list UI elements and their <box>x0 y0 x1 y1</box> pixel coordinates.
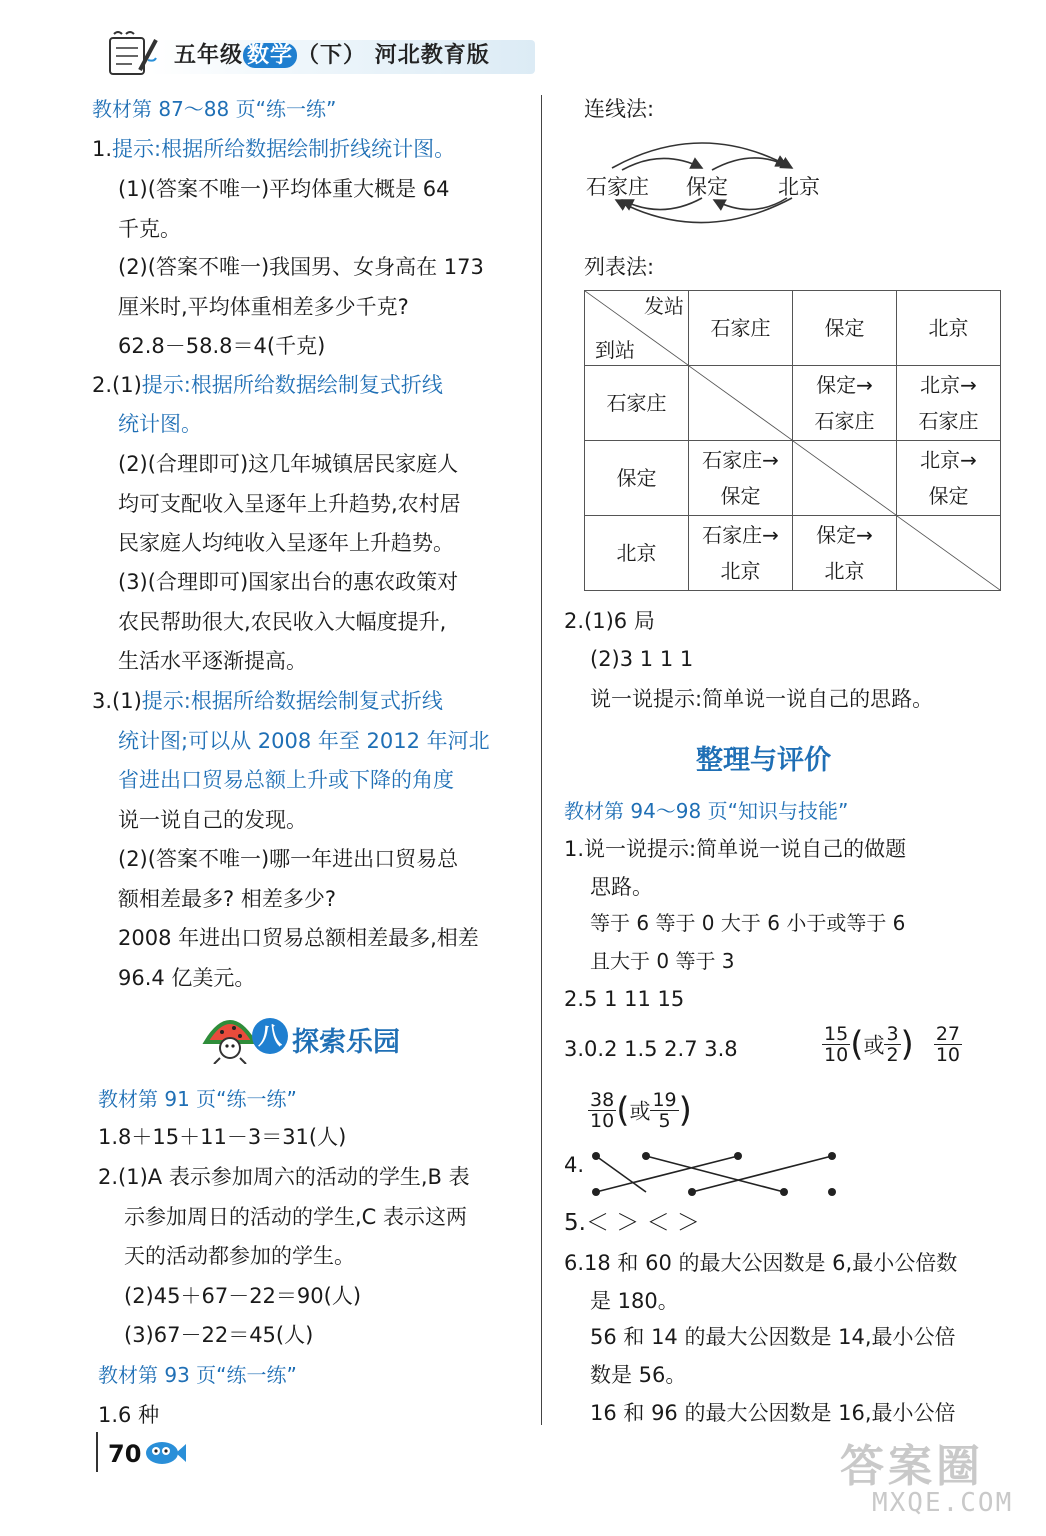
answer-line: 额相差最多? 相差多少? <box>118 887 336 911</box>
answer-line: 62.8－58.8＝4(千克) <box>118 334 326 358</box>
watermark-text: 答案圈 <box>840 1441 984 1492</box>
answer-line: 6.18 和 60 的最大公因数是 6,最小公倍数 <box>564 1251 958 1275</box>
lianxian-label: 连线法: <box>584 97 655 121</box>
q2-hint: 2.(1)提示:根据所给数据绘制复式折线 <box>92 373 443 397</box>
answer-line: (1)(答案不唯一)平均体重大概是 64 <box>118 177 450 201</box>
table-cell: 北京→ 保定 <box>897 441 1001 516</box>
section-title: 教材第 93 页“练一练” <box>98 1363 297 1387</box>
table-cell: 石家庄→ 北京 <box>689 516 793 591</box>
table-row-label: 石家庄 <box>585 366 689 441</box>
table-cell: 北京→ 石家庄 <box>897 366 1001 441</box>
notebook-pencil-icon <box>100 30 160 78</box>
table-diagonal-cell <box>897 516 1001 591</box>
answer-line: 1.6 种 <box>98 1403 160 1427</box>
answer-line: 56 和 14 的最大公因数是 14,最小公倍 <box>590 1325 956 1349</box>
answer-line: 说一说自己的发现。 <box>118 808 307 832</box>
table-diagonal-cell <box>689 366 793 441</box>
answer-line: 等于 6 等于 0 大于 6 小于或等于 6 <box>590 911 906 935</box>
fraction: $\frac{38}{10}$ <box>590 1089 615 1132</box>
fish-mascot-icon <box>142 1438 186 1468</box>
section-big-title: 整理与评价 <box>696 745 831 776</box>
table-diagonal-cell <box>793 441 897 516</box>
table-header-cell: 保定 <box>793 291 897 366</box>
table-cell: 石家庄→ 保定 <box>689 441 793 516</box>
page-header <box>90 30 540 80</box>
answer-line: 示参加周日的活动的学生,C 表示这两 <box>124 1205 468 1229</box>
unit-title: 探索乐园 <box>292 1027 400 1058</box>
answer-line: 天的活动都参加的学生。 <box>124 1244 355 1268</box>
answer-line: (3)(合理即可)国家出台的惠农政策对 <box>118 570 459 594</box>
answer-line: 生活水平逐渐提高。 <box>118 649 307 673</box>
fraction-group: $\frac{15}{10}$ (或 $\frac{3}{2}$ ) $\frac{27}{10}$ <box>824 1023 961 1066</box>
page-number-bar <box>96 1432 98 1472</box>
watermelon-mascot-icon <box>200 1008 260 1064</box>
answer-line: 3.0.2 1.5 2.7 3.8 <box>564 1037 738 1061</box>
liebiao-label: 列表法: <box>584 255 655 279</box>
answer-line: (2)(合理即可)这几年城镇居民家庭人 <box>118 452 459 476</box>
answer-line: 统计图;可以从 2008 年至 2012 年河北 <box>118 729 490 753</box>
table-header-cell: 北京 <box>897 291 1001 366</box>
matching-lines-diagram <box>588 1146 844 1200</box>
answer-line: 4. <box>564 1153 585 1177</box>
answer-line: 1.说一说提示:简单说一说自己的做题 <box>564 837 907 861</box>
fraction: $\frac{15}{10}$ <box>824 1023 849 1066</box>
fraction: $\frac{27}{10}$ <box>935 1023 961 1066</box>
section-title: 教材第 87～88 页“练一练” <box>92 97 337 121</box>
unit-number-badge: 八 <box>252 1018 288 1054</box>
answer-line: 2.5 1 11 15 <box>564 987 685 1011</box>
answer-line: 5.＜ ＞ ＜ ＞ <box>564 1210 700 1236</box>
header-subject: 数学 <box>243 43 297 68</box>
table-cell: 保定→ 石家庄 <box>793 366 897 441</box>
answer-line: (3)67－22＝45(人) <box>124 1323 314 1347</box>
answer-line: (2)45＋67－22＝90(人) <box>124 1284 362 1308</box>
fraction-group: $\frac{38}{10}$ (或 $\frac{19}{5}$ ) <box>590 1089 692 1132</box>
answer-line: 省进出口贸易总额上升或下降的角度 <box>118 768 454 792</box>
table-cell: 保定→ 北京 <box>793 516 897 591</box>
page-number: 70 <box>108 1440 142 1468</box>
city-label: 北京 <box>778 175 820 199</box>
answer-line: 说一说提示:简单说一说自己的思路。 <box>590 687 934 711</box>
city-label: 保定 <box>686 175 728 199</box>
header-title: 五年级 数学 （下） 河北教育版 <box>174 43 490 68</box>
answer-line: 2.(1)6 局 <box>564 609 655 633</box>
answer-line: 思路。 <box>590 875 653 899</box>
answer-line: 1.8＋15＋11－3＝31(人) <box>98 1125 347 1149</box>
answer-line: 且大于 0 等于 3 <box>590 949 735 973</box>
fraction: $\frac{3}{2}$ <box>886 1023 899 1066</box>
answer-line: 96.4 亿美元。 <box>118 966 256 990</box>
answer-line: (2)(答案不唯一)我国男、女身高在 173 <box>118 255 484 279</box>
answer-line: (2)3 1 1 1 <box>590 647 694 671</box>
watermark-url: MXQE.COM <box>872 1488 1014 1518</box>
answer-line: 2008 年进出口贸易总额相差最多,相差 <box>118 926 479 950</box>
answer-line: (2)(答案不唯一)哪一年进出口贸易总 <box>118 847 459 871</box>
city-label: 石家庄 <box>586 175 649 199</box>
q3-hint: 3.(1)提示:根据所给数据绘制复式折线 <box>92 689 443 713</box>
q1-hint: 1.提示:根据所给数据绘制折线统计图。 <box>92 137 456 161</box>
answer-line: 千克。 <box>118 217 181 241</box>
answer-line: 农民帮助很大,农民收入大幅度提升, <box>118 610 447 634</box>
answer-line: 数是 56。 <box>590 1363 687 1387</box>
answer-line: 16 和 96 的最大公因数是 16,最小公倍 <box>590 1401 956 1425</box>
section-title: 教材第 91 页“练一练” <box>98 1087 297 1111</box>
table-header-cell: 石家庄 <box>689 291 793 366</box>
answer-line: 均可支配收入呈逐年上升趋势,农村居 <box>118 492 461 516</box>
section-title: 教材第 94～98 页“知识与技能” <box>564 799 849 823</box>
table-row-label: 保定 <box>585 441 689 516</box>
answer-line: 厘米时,平均体重相差多少千克? <box>118 295 409 319</box>
fraction: $\frac{19}{5}$ <box>652 1089 677 1132</box>
answer-line: 民家庭人均纯收入呈逐年上升趋势。 <box>118 531 454 555</box>
table-row-label: 北京 <box>585 516 689 591</box>
table-corner-cell: 发站 到站 <box>585 291 689 366</box>
column-divider <box>541 95 542 1425</box>
answer-line: 统计图。 <box>118 412 202 436</box>
station-table <box>584 290 1001 591</box>
answer-line: 2.(1)A 表示参加周六的活动的学生,B 表 <box>98 1165 470 1189</box>
answer-line: 是 180。 <box>590 1289 679 1313</box>
